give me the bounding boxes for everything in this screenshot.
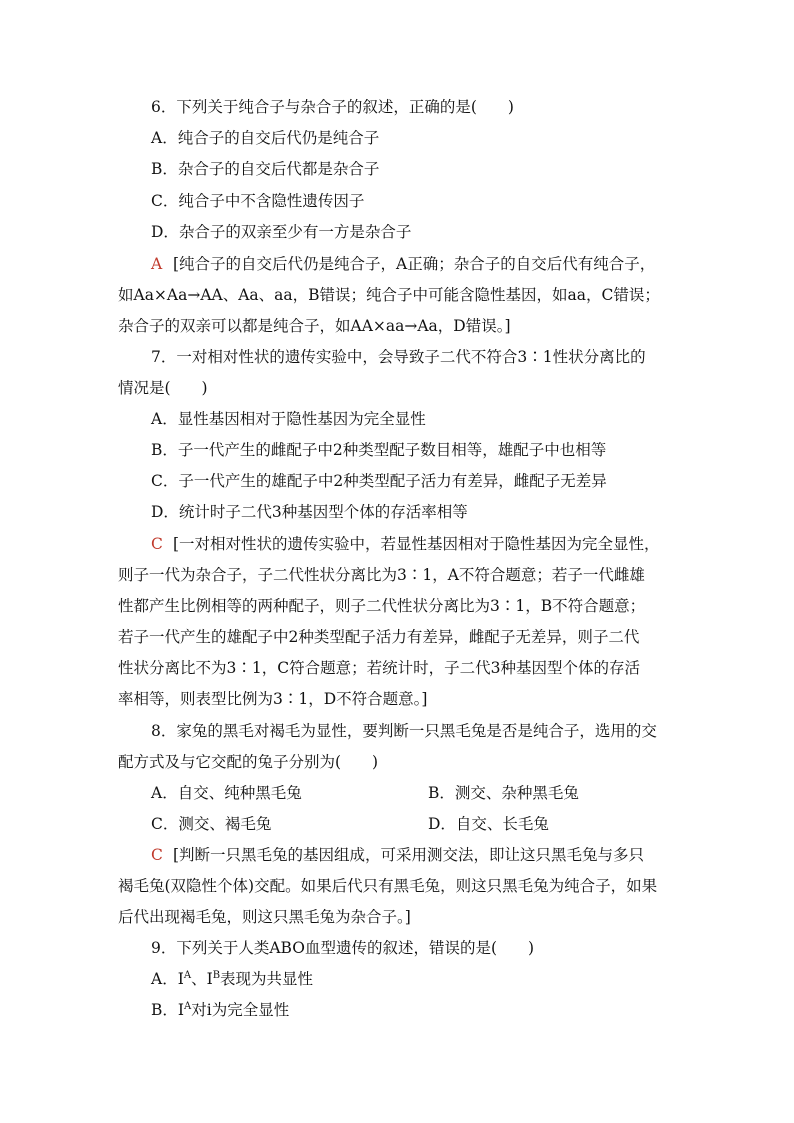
q8-explanation-line: 后代出现褐毛兔，则这只黑毛兔为杂合子。] (118, 908, 411, 926)
q6-option-b: B．杂合子的自交后代都是杂合子 (151, 160, 380, 178)
q7-option-a: A．显性基因相对于隐性基因为完全显性 (151, 410, 426, 428)
q6-stem: 6．下列关于纯合子与杂合子的叙述，正确的是( ) (151, 98, 514, 116)
q6-explanation-line: 如Aa×Aa→AA、Aa、aa，B错误；纯合子中可能含隐性基因，如aa，C错误； (118, 286, 660, 304)
q6-explanation-line: 杂合子的双亲可以都是纯合子，如AA×aa→Aa，D错误。] (118, 317, 511, 335)
q7-explanation-line: 率相等，则表型比例为3∶1，D不符合题意。] (118, 690, 428, 708)
q8-explanation-text: [判断一只黑毛兔的基因组成，可采用测交法，即让这只黑毛兔与多只 (173, 846, 645, 864)
q8-options-row (151, 782, 579, 804)
q8-option-b: B．测交、杂种黑毛兔 (428, 784, 579, 802)
q7-explanation-line: 性都产生比例相等的两种配子，则子二代性状分离比为3∶1，B不符合题意； (118, 597, 646, 615)
q6-answer: A (151, 255, 163, 273)
q9-stem: 9．下列关于人类ABO血型遗传的叙述，错误的是( ) (151, 939, 535, 957)
q6-option-d: D．杂合子的双亲至少有一方是杂合子 (151, 223, 412, 241)
q9-option-b: B．$I^A$对i为完全显性 (151, 1001, 290, 1019)
q9-option-a: A．$I^A$、$I^B$表现为共显性 (151, 970, 314, 988)
q8-explanation-line: 褐毛兔(双隐性个体)交配。如果后代只有黑毛兔，则这只黑毛兔为纯合子，如果 (118, 877, 658, 895)
q6-option-a: A．纯合子的自交后代仍是纯合子 (151, 129, 380, 147)
q7-explanation-text: [一对相对性状的遗传实验中，若显性基因相对于隐性基因为完全显性， (173, 535, 660, 553)
q7-stem: 情况是( ) (118, 379, 208, 397)
q8-answer: C (151, 846, 163, 864)
q8-stem: 8．家兔的黑毛对褐毛为显性，要判断一只黑毛兔是否是纯合子，选用的交 (151, 722, 657, 740)
q7-option-d: D．统计时子二代3种基因型个体的存活率相等 (151, 503, 468, 521)
q7-explanation-line: 若子一代产生的雄配子中2种类型配子活力有差异，雌配子无差异，则子二代 (118, 628, 640, 646)
q7-option-b: B．子一代产生的雌配子中2种类型配子数目相等，雄配子中也相等 (151, 441, 607, 459)
q7-stem: 7．一对相对性状的遗传实验中，会导致子二代不符合3∶1性状分离比的 (151, 348, 646, 366)
q8-option-d: D．自交、长毛兔 (428, 815, 549, 833)
q7-answer: C (151, 535, 163, 553)
q8-options-row (151, 813, 549, 835)
q6-explanation-text: [纯合子的自交后代仍是纯合子，A正确；杂合子的自交后代有纯合子， (173, 255, 656, 273)
q8-stem: 配方式及与它交配的兔子分别为( ) (118, 753, 379, 771)
q7-explanation-line: 则子一代为杂合子，子二代性状分离比为3∶1，A不符合题意；若子一代雌雄 (118, 566, 645, 584)
q8-explanation-line (151, 844, 644, 866)
q7-explanation-line: 性状分离比不为3∶1，C符合题意；若统计时，子二代3种基因型个体的存活 (118, 659, 640, 677)
q8-option-a: A．自交、纯种黑毛兔 (151, 784, 302, 802)
q7-option-c: C．子一代产生的雄配子中2种类型配子活力有差异，雌配子无差异 (151, 472, 607, 490)
q6-option-c: C．纯合子中不含隐性遗传因子 (151, 192, 365, 210)
q8-option-c: C．测交、褐毛兔 (151, 815, 272, 833)
q6-explanation-line (151, 253, 655, 275)
q7-explanation-line (151, 533, 660, 555)
